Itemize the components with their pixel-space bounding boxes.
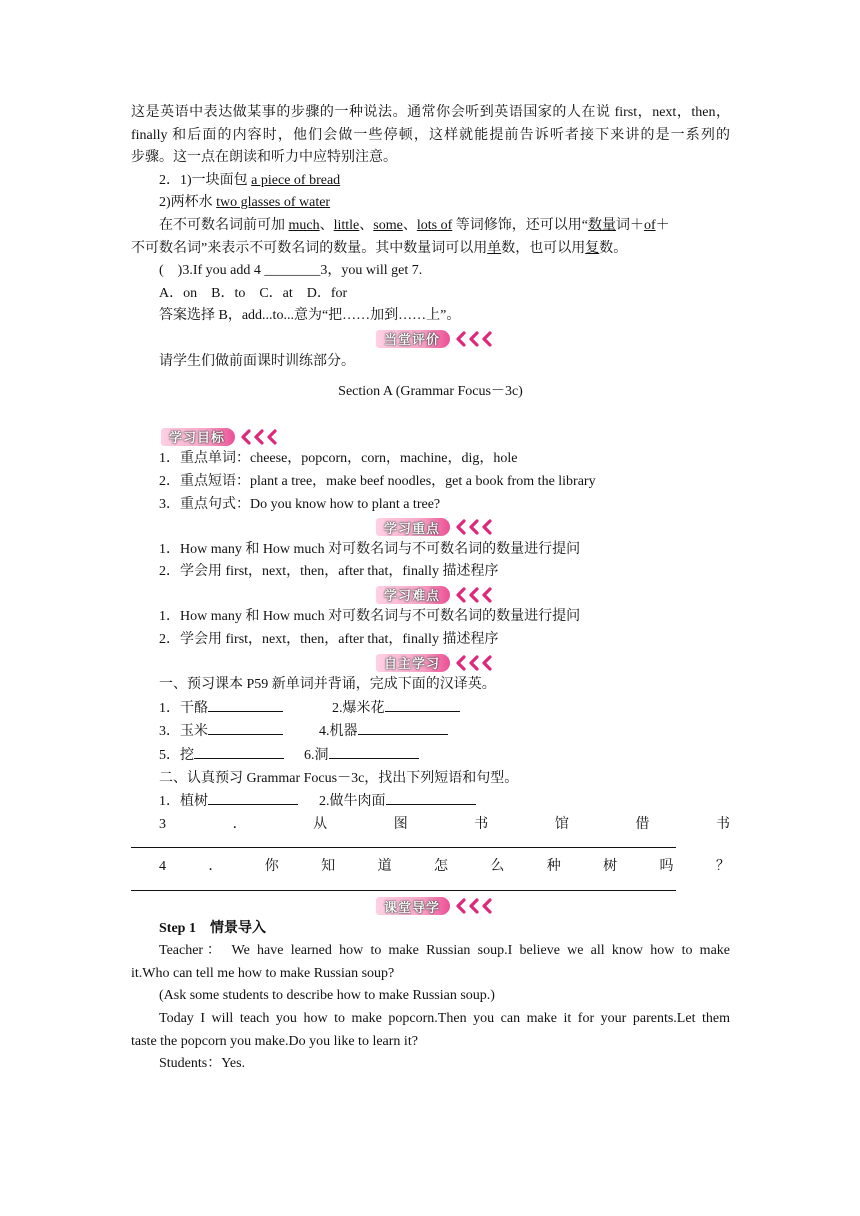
goal-1: 1．重点单词：cheese，popcorn，corn，machine，dig，hole: [159, 451, 518, 467]
chevrons-left-icon: [453, 330, 495, 348]
difficult-point-1: 1．How many 和 How much 对可数名词与不可数名词的数量进行提问: [159, 609, 581, 625]
section-title: Section A (Grammar Focus－3c): [338, 384, 523, 400]
goal-3: 3．重点句式：Do you know how to plant a tree?: [159, 496, 441, 512]
vocab-row-2: 3．玉米 4.机器: [131, 720, 730, 744]
step-1-title: Step 1 情景导入: [159, 920, 266, 936]
key-point-1: 1．How many 和 How much 对可数名词与不可数名词的数量进行提问: [159, 541, 581, 557]
chevrons-left-icon: [453, 897, 495, 915]
vocab-row-1: 1．干酪 2.爆米花: [131, 697, 730, 721]
intro-line-2: finally 和后面的内容时，他们会做一些停顿，这样就能提前告诉听者接下来讲的是一系列的: [131, 127, 730, 143]
chevrons-left-icon: [453, 586, 495, 604]
chevrons-left-icon: [238, 428, 280, 446]
eval-text: 请学生们做前面课时训练部分。: [159, 353, 355, 369]
intro-line-1: 这是英语中表达做某事的步骤的一种说法。通常你会听到英语国家的人在说 first，next，then，: [131, 105, 730, 120]
answer-bread: a piece of bread: [251, 172, 341, 188]
vocab-row-3: 5．挖 6.洞: [131, 744, 730, 768]
badge-guide: 课堂导学: [376, 897, 495, 915]
instruction-line: (Ask some students to describe how to make Russian soup.): [159, 988, 495, 1004]
answer-line-3[interactable]: [131, 836, 676, 848]
badge-key: 学习重点: [376, 518, 495, 536]
badge-eval: 当堂评价: [376, 330, 495, 348]
document-page: [131, 102, 730, 1076]
difficult-point-2: 2．学会用 first，next，then，after that，finally 描述程序: [159, 632, 499, 648]
answer-line-4[interactable]: [131, 879, 676, 891]
phrase-4-prompt: 4 ． 你 知 道 怎 么 种 树 吗 ？: [159, 859, 730, 875]
teacher-line-3: Today I will teach you how to make popcorn.Then you can make it for your parents.Let them: [159, 1010, 730, 1026]
intro-line-3: 步骤。这一点在朗读和听力中应特别注意。: [131, 150, 397, 166]
question-3: ( )3.If you add 4 ________3，you will get 7.: [159, 263, 423, 279]
phrase-3-prompt: 3 ． 从 图 书 馆 借 书: [159, 816, 730, 832]
badge-self-study: 自主学习: [376, 654, 495, 672]
key-point-2: 2．学会用 first，next，then，after that，finally 描述程序: [159, 564, 499, 580]
badge-goals: 学习目标: [161, 428, 280, 446]
goal-2: 2．重点短语：plant a tree，make beef noodles，get a book from the library: [159, 473, 596, 489]
teacher-line-2: it.Who can tell me how to make Russian soup?: [131, 965, 395, 981]
self-study-part-2: 二、认真预习 Grammar Focus－3c，找出下列短语和句型。: [159, 770, 519, 786]
phrase-row-1: 1．植树 2.做牛肉面: [131, 790, 730, 814]
chevrons-left-icon: [453, 518, 495, 536]
badge-difficult: 学习难点: [376, 586, 495, 604]
teacher-line-4: taste the popcorn you make.Do you like to learn it?: [131, 1033, 418, 1049]
question-2-line-1: 2．1)一块面包 a piece of bread: [159, 172, 341, 188]
question-2-line-2: 2)两杯水 two glasses of water: [159, 195, 331, 211]
students-line: Students：Yes.: [159, 1056, 246, 1072]
note-line-2: 不可数名词”来表示不可数名词的数量。其中数量词可以用单数，也可以用复数。: [131, 240, 628, 256]
self-study-part-1: 一、预习课本 P59 新单词并背诵，完成下面的汉译英。: [159, 677, 496, 693]
chevrons-left-icon: [453, 654, 495, 672]
note-line-1: 在不可数名词前可加 much、little、some、lots of 等词修饰，还可以用“数量词＋of＋: [159, 217, 670, 233]
question-3-answer: 答案选择 B，add...to...意为“把……加到……上”。: [159, 308, 461, 324]
question-3-options: A．on B．to C．at D．for: [159, 285, 348, 301]
answer-water: two glasses of water: [216, 195, 331, 211]
teacher-line-1: Teacher： We have learned how to make Russian soup.I believe we all know how to make: [159, 943, 730, 959]
